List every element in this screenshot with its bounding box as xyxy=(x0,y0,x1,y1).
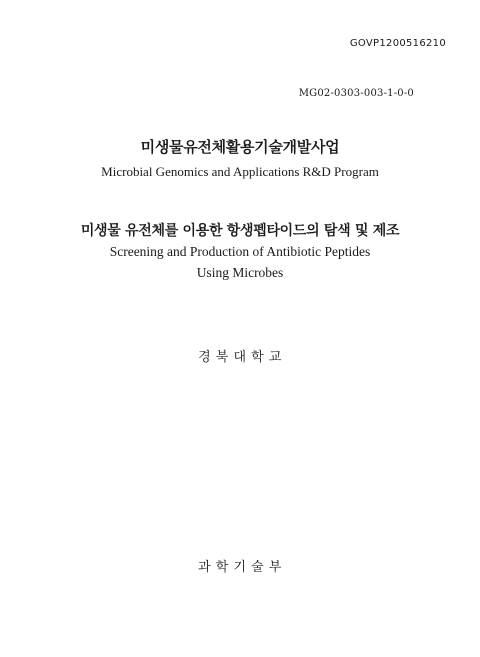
report-title-english-line-2: Using Microbes xyxy=(196,265,284,280)
report-code: MG02-0303-003-1-0-0 xyxy=(298,88,414,99)
report-title-english-line-1: Screening and Production of Antibiotic Peptides xyxy=(109,244,371,259)
ministry-name: 과 학 기 술 부 xyxy=(198,560,282,575)
program-name-english: Microbial Genomics and Applications R&D Program xyxy=(101,164,379,179)
document-id: GOVP1200516210 xyxy=(349,38,446,49)
report-title-korean: 미생물 유전체를 이용한 항생펩타이드의 탐색 및 제조 xyxy=(80,223,400,239)
program-name-korean: 미생물유전체활용기술개발사업 xyxy=(140,138,340,156)
institution-name: 경 북 대 학 교 xyxy=(198,350,282,365)
